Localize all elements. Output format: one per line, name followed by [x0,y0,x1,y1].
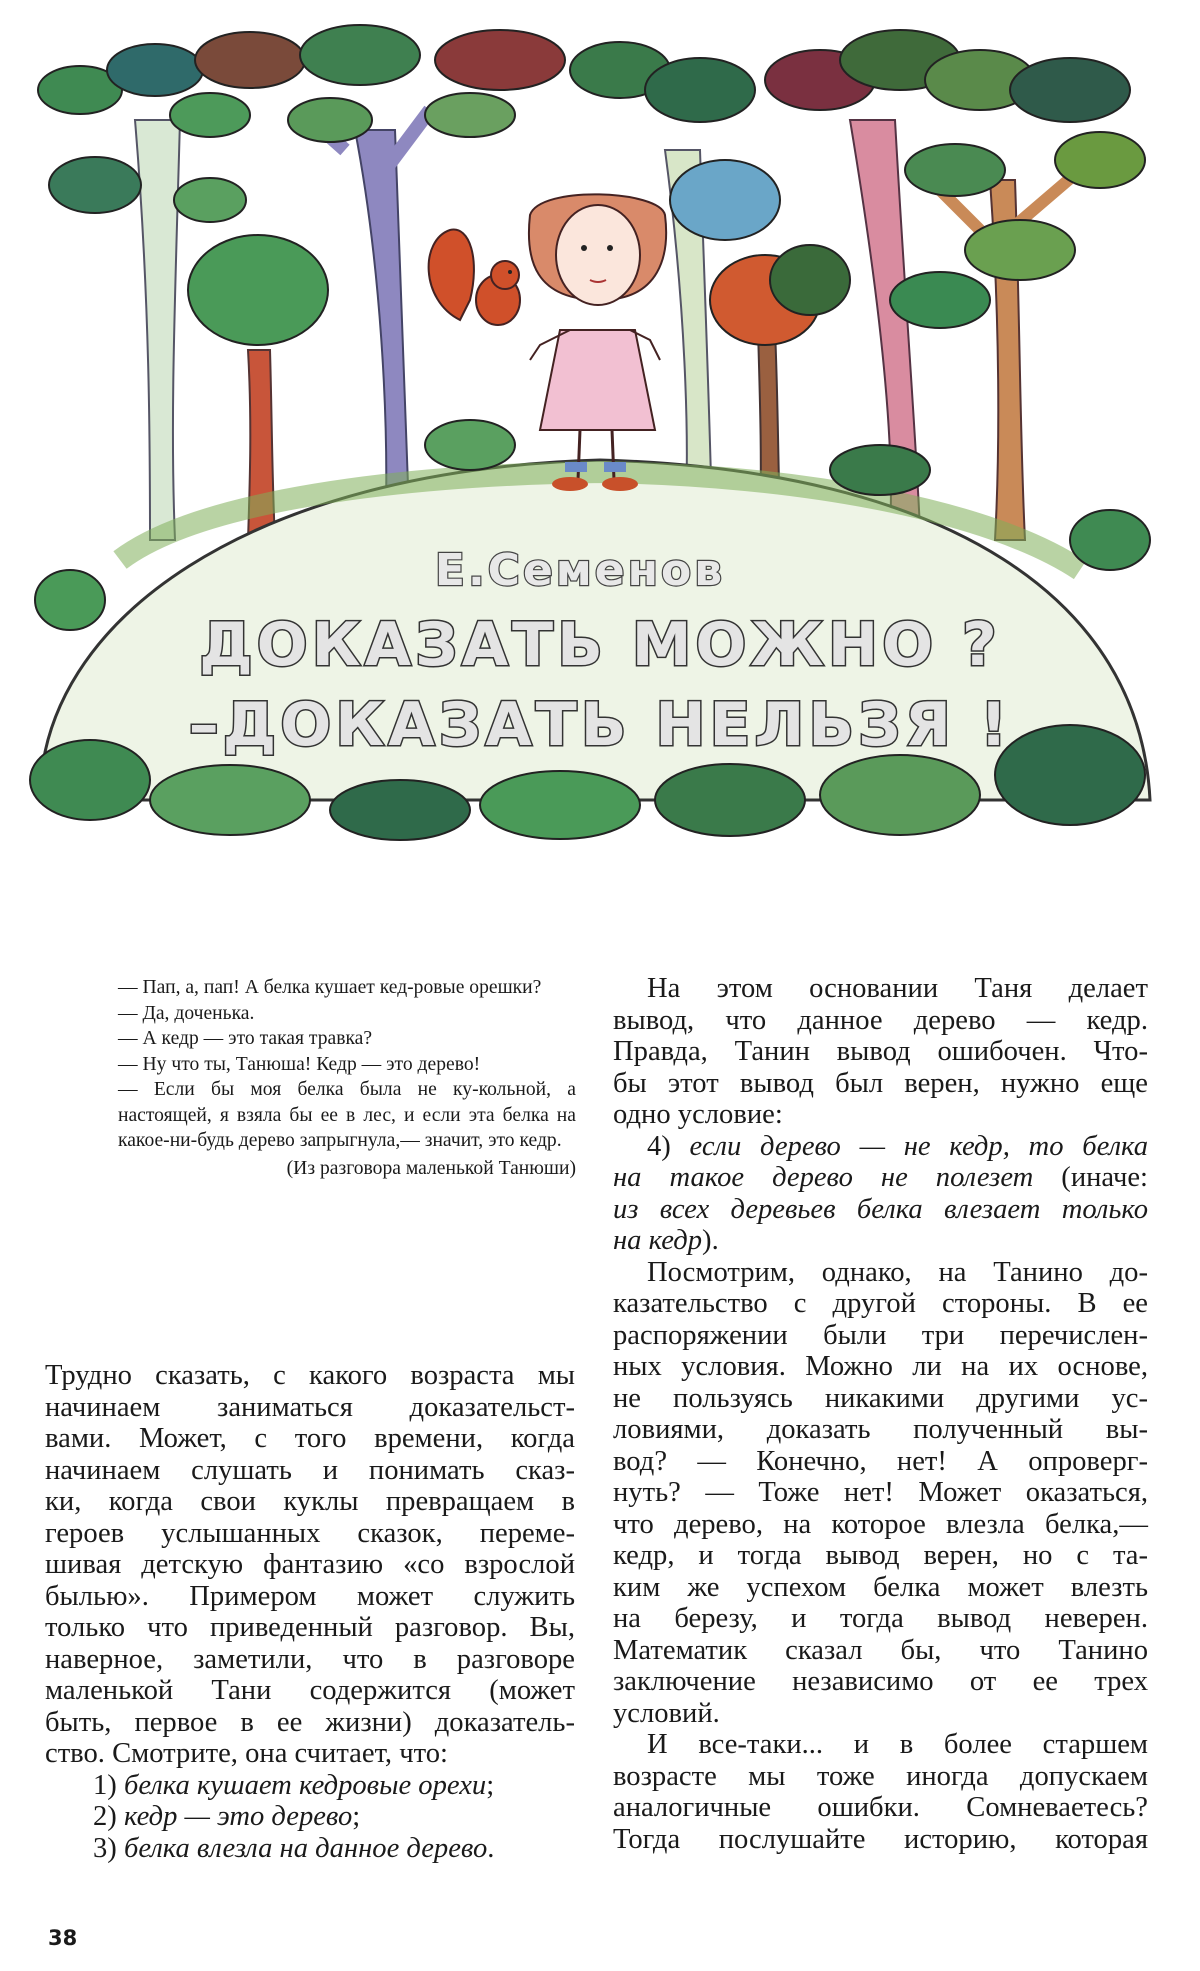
condition-text: если дерево — не кедр, то белка [689,1130,1148,1162]
forest-illustration [0,0,1200,850]
text-line: быть, первое в ее жизни) доказатель- [45,1706,575,1738]
condition-text: на такое дерево не полезет [613,1162,1034,1193]
epigraph-source: (Из разговора маленькой Танюши) [286,1157,576,1179]
epigraph-line: — Да, доченька. [118,1002,255,1024]
condition-punct: . [487,1832,495,1864]
author-name: Е.Семенов [434,545,726,596]
text-line: Трудно сказать, с какого возраста мы [45,1360,575,1391]
condition-2 [45,1801,575,1833]
text-line: ким же успехом белка может влезть [613,1571,1148,1603]
text-line: казательство с другой стороны. В ее [613,1288,1148,1319]
text-line: былью». Примером может служить [45,1580,575,1612]
condition-plain: ). [702,1225,719,1256]
text-line: ловиями, доказать полученный вы- [613,1414,1148,1445]
text-line: бы этот вывод был верен, нужно еще [613,1067,1148,1099]
condition-punct: ; [352,1801,361,1832]
text-line: возрасте мы тоже иногда допускаем [613,1760,1148,1792]
squirrel [429,230,520,325]
condition-4-line [613,1194,1148,1226]
text-line: на березу, и тогда вывод неверен. [613,1603,1148,1634]
text-line: условий. [613,1697,720,1729]
condition-number: 2) [93,1801,117,1832]
text-line: Посмотрим, однако, на Танино до- [647,1256,1148,1288]
text-line: заключение независимо от ее трех [613,1666,1148,1697]
text-line: вами. Может, с того времени, когда [45,1423,575,1454]
text-line: аналогичные ошибки. Сомневаетесь? [613,1792,1148,1823]
condition-plain: (иначе: [1061,1162,1148,1193]
condition-4-line [613,1162,1148,1194]
left-column [45,1360,575,1864]
condition-4-line [613,1225,1148,1257]
condition-3 [45,1833,575,1865]
text-line: Тогда послушайте историю, которая [613,1823,1148,1855]
text-line: начинаем слушать и понимать сказ- [45,1454,575,1486]
text-line: распоряжении были три перечислен- [613,1319,1148,1351]
text-line: не пользуясь никакими другими ус- [613,1382,1148,1414]
text-line: Правда, Танин вывод ошибочен. Что- [613,1036,1148,1067]
text-line: начинаем заниматься доказательст- [45,1391,575,1423]
epigraph [118,975,576,1181]
text-line: ство. Смотрите, она считает, что: [45,1738,448,1769]
epigraph-line: — Пап, а, пап! А белка кушает кед-ровые орешки? [118,977,542,998]
text-line: одно условие: [613,1099,783,1130]
condition-text: белка влезла на данное дерево [123,1832,488,1864]
text-line: шивая детскую фантазию «со взрослой [45,1549,575,1580]
text-line: И все-таки... и в более старшем [647,1729,1148,1760]
epigraph-line: — Ну что ты, Танюша! Кедр — это дерево! [118,1053,481,1075]
condition-text: белка кушает кедровые орехи [123,1769,487,1801]
text-line: маленькой Тани содержится (может [45,1675,575,1706]
title-line-2: –ДОКАЗАТЬ НЕЛЬЗЯ ! [188,690,1012,760]
text-line: кедр, и тогда вывод верен, но с та- [613,1540,1148,1571]
condition-number: 1) [93,1769,117,1801]
right-column [613,973,1148,1855]
condition-text: кедр — это дерево [123,1801,353,1832]
epigraph-line: — А кедр — это такая травка? [118,1028,373,1049]
condition-text: на кедр [613,1225,703,1256]
text-line: ки, когда свои куклы превращаем в [45,1486,575,1517]
title-line-1: ДОКАЗАТЬ МОЖНО ? [199,610,1001,680]
condition-text: из всех деревьев белка влезает только [613,1193,1148,1225]
text-line: На этом основании Таня делает [647,973,1148,1004]
condition-number: 3) [93,1832,117,1864]
condition-4-line [613,1131,1148,1163]
text-line: героев услышанных сказок, переме- [45,1517,575,1549]
page-number: 38 [48,1926,78,1950]
girl-figure [529,194,666,491]
text-line: что дерево, на которое влезла белка,— [613,1508,1148,1540]
text-line: нуть? — Тоже нет! Может оказаться, [613,1477,1148,1508]
text-line: вод? — Конечно, нет! А опроверг- [613,1445,1148,1477]
text-line: только что приведенный разговор. Вы, [45,1612,575,1643]
condition-punct: ; [486,1769,495,1801]
condition-number: 4) [647,1130,671,1162]
title-illustration [0,0,1200,850]
text-line: Математик сказал бы, что Танино [613,1634,1148,1666]
text-line: вывод, что данное дерево — кедр. [613,1004,1148,1036]
text-line: наверное, заметили, что в разговоре [45,1643,575,1675]
condition-1 [45,1770,575,1802]
epigraph-line: — Если бы моя белка была не ку-кольной, а настоящей, я взяла бы ее в лес, и если эта белка на какое-ни-будь дерево запрыгнула,— значит, это кедр. [118,1079,576,1151]
text-line: ных условия. Можно ли на их основе, [613,1351,1148,1382]
